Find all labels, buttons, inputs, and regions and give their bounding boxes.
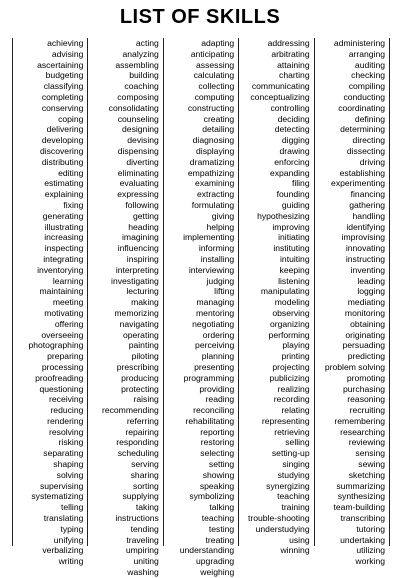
skill-item: translating — [43, 513, 84, 524]
skill-item: dramatizing — [189, 156, 235, 167]
skill-item: reading — [205, 394, 235, 405]
skill-item: generating — [42, 210, 84, 221]
skill-item: organizing — [269, 318, 310, 329]
skill-item: talking — [209, 502, 235, 513]
skill-item: managing — [196, 297, 235, 308]
skill-item: eliminating — [117, 167, 159, 178]
skill-item: raising — [133, 394, 159, 405]
skill-item: experimenting — [331, 178, 386, 189]
skill-item: anticipating — [190, 48, 235, 59]
skill-item: determining — [340, 124, 386, 135]
skill-item: researching — [340, 426, 386, 437]
skill-item: instituting — [273, 243, 310, 254]
skill-item: constructing — [187, 102, 235, 113]
skill-item: planning — [201, 351, 235, 362]
skill-item: assessing — [196, 59, 235, 70]
skill-item: unifying — [53, 534, 84, 545]
skill-item: serving — [131, 459, 159, 470]
skill-item: handling — [352, 210, 386, 221]
skill-item: teaching — [201, 513, 235, 524]
skill-item: studying — [277, 469, 310, 480]
skill-item: systematizing — [31, 491, 84, 502]
skill-item: drawing — [279, 145, 310, 156]
skill-item: playing — [282, 340, 310, 351]
skill-item: providing — [199, 383, 235, 394]
skill-item: selling — [285, 437, 310, 448]
skill-item: referring — [126, 415, 159, 426]
skill-item: diverting — [126, 156, 159, 167]
skill-item: singing — [282, 459, 310, 470]
skill-item: guiding — [281, 199, 310, 210]
skill-item: receiving — [49, 394, 84, 405]
skill-item: improving — [272, 221, 310, 232]
skill-item: formulating — [191, 199, 235, 210]
skill-item: processing — [41, 361, 84, 372]
skill-item: interviewing — [188, 264, 235, 275]
skill-item: solving — [56, 469, 84, 480]
skill-item: intuiting — [280, 253, 310, 264]
skill-item: sensing — [355, 448, 386, 459]
skill-item: repairing — [125, 426, 159, 437]
skill-item: conducting — [343, 91, 386, 102]
skill-item: financing — [350, 189, 386, 200]
skill-item: traveling — [126, 534, 159, 545]
skill-item: keeping — [279, 264, 310, 275]
skill-item: diagnosing — [192, 135, 235, 146]
skill-item: making — [131, 297, 159, 308]
skill-item: logging — [357, 286, 386, 297]
skill-item: recruiting — [349, 405, 386, 416]
skill-item: questioning — [39, 383, 84, 394]
skill-item: setting — [208, 459, 235, 470]
skill-item: establishing — [339, 167, 386, 178]
skill-item: adapting — [201, 38, 235, 48]
skill-item: selecting — [200, 448, 235, 459]
skill-item: using — [289, 534, 310, 545]
skill-item: printing — [281, 351, 310, 362]
skill-item: installing — [200, 253, 235, 264]
skill-item: completing — [41, 91, 84, 102]
skill-item: sketching — [348, 469, 386, 480]
skill-item: implementing — [183, 232, 235, 243]
skill-item: improvising — [341, 232, 386, 243]
skill-item: showing — [202, 469, 235, 480]
skill-item: digging — [281, 135, 310, 146]
skill-item: scheduling — [117, 448, 159, 459]
skill-item: modeling — [274, 297, 310, 308]
skill-item: consolidating — [108, 102, 159, 113]
skill-item: helping — [206, 221, 235, 232]
skill-item: observing — [272, 307, 310, 318]
skill-item: inspecting — [44, 243, 84, 254]
skill-item: washing — [127, 567, 159, 578]
skill-item: building — [129, 70, 159, 81]
skill-item: tending — [130, 523, 159, 534]
skill-item: fixing — [63, 199, 84, 210]
skill-item: assembling — [115, 59, 159, 70]
skill-item: arranging — [348, 48, 386, 59]
skill-item: taking — [135, 502, 159, 513]
skill-item: collecting — [198, 81, 235, 92]
skill-item: empathizing — [187, 167, 235, 178]
skill-item: getting — [133, 210, 159, 221]
skill-item: rendering — [47, 415, 84, 426]
skill-item: problem solving — [324, 361, 386, 372]
skill-item: developing — [41, 135, 84, 146]
skill-item: explaining — [44, 189, 84, 200]
skill-item: perceiving — [195, 340, 235, 351]
skill-item: protecting — [121, 383, 159, 394]
skill-item: informing — [198, 243, 235, 254]
skill-item: dispensing — [117, 145, 159, 156]
skill-item: detecting — [274, 124, 310, 135]
skill-item: charting — [279, 70, 310, 81]
skill-item: predicting — [347, 351, 386, 362]
skill-item: maintaining — [39, 286, 84, 297]
skill-item: judging — [206, 275, 235, 286]
skill-item: rehabilitating — [185, 415, 235, 426]
skill-item: founding — [276, 189, 310, 200]
skill-item: devising — [127, 135, 159, 146]
skill-item: inventorying — [37, 264, 84, 275]
skill-item: reporting — [200, 426, 235, 437]
skill-item: shaping — [53, 459, 84, 470]
skill-item: arbitrating — [271, 48, 310, 59]
page-title: LIST OF SKILLS — [119, 6, 281, 28]
skill-item: realizing — [277, 383, 310, 394]
skill-item: compiling — [348, 81, 386, 92]
skill-item: inventing — [350, 264, 386, 275]
skill-item: estimating — [44, 178, 84, 189]
skill-item: teaching — [277, 491, 310, 502]
skill-item: leading — [357, 275, 386, 286]
skill-item: conserving — [41, 102, 84, 113]
skill-item: piloting — [131, 351, 159, 362]
skill-item: deciding — [277, 113, 310, 124]
skill-item: discovering — [39, 145, 84, 156]
skills-column-2 — [88, 38, 163, 578]
skill-item: lecturing — [126, 286, 159, 297]
skill-item: instructing — [345, 253, 386, 264]
skill-item: remembering — [334, 415, 386, 426]
skill-item: meeting — [52, 297, 84, 308]
skill-item: delivering — [46, 124, 84, 135]
skill-item: understanding — [179, 545, 235, 556]
skill-item: editing — [58, 167, 84, 178]
skill-item: attaining — [277, 59, 310, 70]
skill-item: retrieving — [274, 426, 310, 437]
skill-item: reconciling — [193, 405, 235, 416]
skill-item: synergizing — [266, 480, 310, 491]
skill-item: sewing — [358, 459, 386, 470]
skill-item: overseeing — [41, 329, 84, 340]
skill-item: hypothesizing — [257, 210, 310, 221]
skill-item: writing — [58, 556, 84, 567]
skill-item: addressing — [267, 38, 310, 48]
skill-item: painting — [128, 340, 159, 351]
skill-item: counseling — [117, 113, 159, 124]
skill-item: uniting — [133, 556, 159, 567]
skill-item: recording — [273, 394, 310, 405]
skill-item: transcribing — [340, 513, 386, 524]
skill-item: reviewing — [348, 437, 386, 448]
skill-item: prescribing — [116, 361, 159, 372]
skill-item: enforcing — [274, 156, 310, 167]
skill-item: winning — [280, 545, 310, 556]
skill-item: analyzing — [122, 48, 159, 59]
skill-item: umpiring — [125, 545, 159, 556]
skill-item: filing — [291, 178, 310, 189]
skill-item: ordering — [202, 329, 235, 340]
skill-item: typing — [60, 523, 84, 534]
skill-item: identifying — [346, 221, 386, 232]
skill-item: verbalizing — [42, 545, 84, 556]
skill-item: undertaking — [340, 534, 386, 545]
skill-item: risking — [58, 437, 84, 448]
skill-item: utilizing — [356, 545, 386, 556]
skill-item: dissecting — [346, 145, 386, 156]
skill-item: summarizing — [336, 480, 386, 491]
skill-item: relating — [281, 405, 310, 416]
skill-item: integrating — [43, 253, 84, 264]
skill-item: separating — [43, 448, 84, 459]
skill-item: coordinating — [338, 102, 386, 113]
skill-item: sharing — [130, 469, 159, 480]
skill-item: navigating — [119, 318, 159, 329]
skill-item: understudying — [255, 523, 310, 534]
skill-item: heading — [128, 221, 159, 232]
skills-column-4 — [239, 38, 314, 556]
skill-item: communicating — [251, 81, 310, 92]
skill-item: restoring — [200, 437, 235, 448]
skill-item: distributing — [41, 156, 84, 167]
skill-item: recommending — [101, 405, 159, 416]
skill-item: team-building — [333, 502, 386, 513]
skill-item: administering — [333, 38, 386, 48]
skill-item: listening — [278, 275, 310, 286]
skill-item: memorizing — [114, 307, 159, 318]
skill-item: innovating — [345, 243, 386, 254]
skill-item: training — [281, 502, 310, 513]
skill-item: obtaining — [350, 318, 386, 329]
skill-item: responding — [116, 437, 159, 448]
skill-item: mediating — [347, 297, 386, 308]
skill-item: setting-up — [271, 448, 310, 459]
skills-column-1 — [12, 38, 88, 567]
skill-item: conceptualizing — [250, 91, 310, 102]
skill-item: working — [355, 556, 386, 567]
skill-item: illustrating — [44, 221, 84, 232]
skills-table — [12, 38, 390, 578]
skill-item: computing — [194, 91, 235, 102]
skill-item: sorting — [133, 480, 159, 491]
skill-item: learning — [52, 275, 84, 286]
skill-item: imagining — [122, 232, 159, 243]
skill-item: operating — [122, 329, 159, 340]
skill-item: proofreading — [35, 372, 84, 383]
skill-item: trouble-shooting — [247, 513, 310, 524]
skill-item: advising — [51, 48, 84, 59]
skill-item: investigating — [111, 275, 159, 286]
skill-item: influencing — [117, 243, 159, 254]
skill-item: calculating — [193, 70, 235, 81]
skill-item: speaking — [199, 480, 235, 491]
skill-item: reducing — [50, 405, 84, 416]
skill-item: inspiring — [126, 253, 159, 264]
skill-item: motivating — [44, 307, 84, 318]
skill-item: programming — [183, 372, 235, 383]
skill-item: upgrading — [195, 556, 235, 567]
skill-item: instructions — [115, 513, 159, 524]
skill-item: treating — [205, 534, 235, 545]
skill-item: examining — [195, 178, 235, 189]
skill-item: ascertaining — [37, 59, 84, 70]
skill-item: achieving — [47, 38, 84, 48]
skill-item: persuading — [342, 340, 386, 351]
skill-item: directing — [352, 135, 386, 146]
skill-item: expanding — [269, 167, 310, 178]
skill-item: presenting — [194, 361, 235, 372]
skill-item: manipulating — [260, 286, 310, 297]
skill-item: creating — [203, 113, 235, 124]
skill-item: controlling — [270, 102, 310, 113]
skill-item: publicizing — [269, 372, 310, 383]
skill-item: performing — [268, 329, 310, 340]
skill-item: tutoring — [356, 523, 386, 534]
skill-item: defining — [354, 113, 386, 124]
skill-item: initiating — [278, 232, 310, 243]
skill-item: gathering — [349, 199, 386, 210]
skill-item: designing — [122, 124, 159, 135]
skill-item: photographing — [28, 340, 84, 351]
skill-item: checking — [351, 70, 386, 81]
skill-item: purchasing — [342, 383, 386, 394]
skill-item: supplying — [122, 491, 159, 502]
skill-item: testing — [208, 523, 235, 534]
skill-item: promoting — [346, 372, 386, 383]
skills-column-5 — [315, 38, 390, 567]
skill-item: projecting — [272, 361, 310, 372]
skill-item: lifting — [214, 286, 235, 297]
skill-item: expressing — [117, 189, 159, 200]
skill-item: evaluating — [119, 178, 159, 189]
skill-item: telling — [60, 502, 84, 513]
skill-item: extracting — [196, 189, 235, 200]
skill-item: increasing — [44, 232, 84, 243]
skill-item: weighing — [200, 567, 235, 578]
skill-item: following — [125, 199, 159, 210]
skill-item: displaying — [196, 145, 235, 156]
skill-item: auditing — [354, 59, 386, 70]
skill-item: representing — [261, 415, 310, 426]
skill-item: reasoning — [347, 394, 386, 405]
skill-item: driving — [359, 156, 386, 167]
skill-item: monitoring — [344, 307, 386, 318]
skill-item: synthesizing — [337, 491, 386, 502]
skill-item: classifying — [43, 81, 84, 92]
skill-item: giving — [211, 210, 235, 221]
skill-item: mentoring — [196, 307, 235, 318]
skill-item: originating — [345, 329, 386, 340]
skill-item: coping — [58, 113, 84, 124]
skill-item: offering — [54, 318, 84, 329]
skill-item: coaching — [124, 81, 159, 92]
skill-item: budgeting — [45, 70, 84, 81]
skill-item: producing — [121, 372, 159, 383]
skill-item: symbolizing — [189, 491, 235, 502]
skill-item: negotiating — [192, 318, 235, 329]
skill-item: resolving — [49, 426, 84, 437]
skill-item: composing — [117, 91, 159, 102]
skill-item: detailing — [202, 124, 235, 135]
skill-item: acting — [135, 38, 159, 48]
skills-column-3 — [164, 38, 239, 578]
skill-item: interpreting — [115, 264, 159, 275]
skill-item: preparing — [47, 351, 84, 362]
skill-item: supervising — [39, 480, 84, 491]
